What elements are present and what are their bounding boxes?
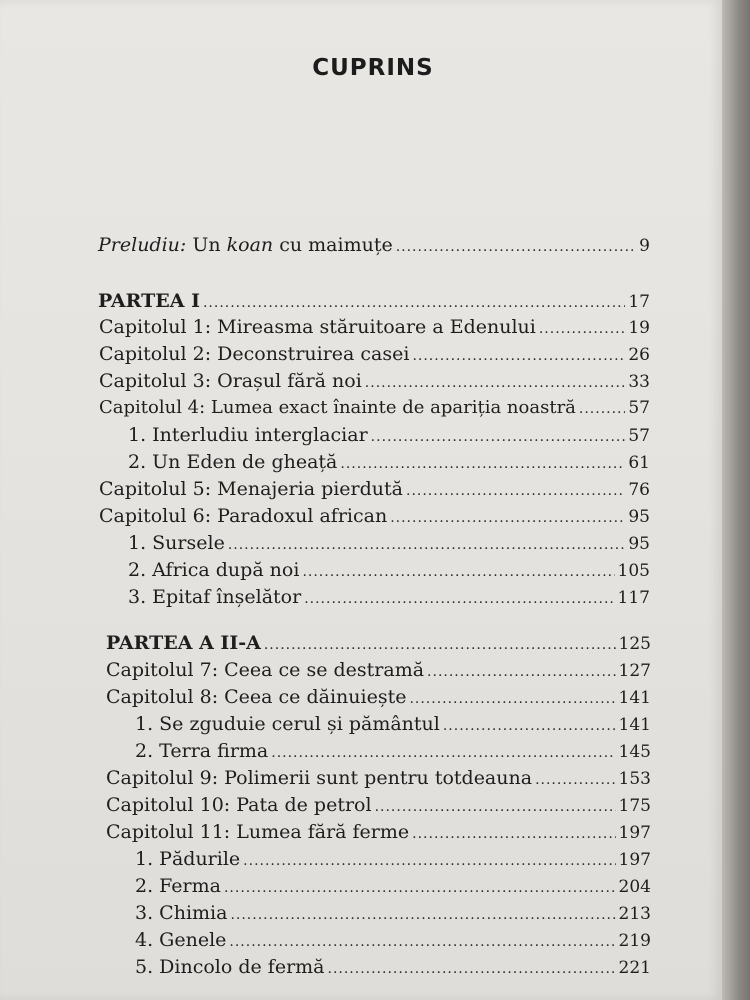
toc-entry-label: Capitolul 1: Mireasma stăruitoare a Edenului (99, 316, 536, 338)
toc-entry (106, 684, 651, 710)
leader-dots (203, 290, 625, 316)
toc-part-1 (98, 288, 650, 314)
page-number: 26 (628, 345, 650, 365)
toc-entry-label: 2. Terra firma (135, 740, 269, 762)
toc-entry-label: Capitolul 5: Menajeria pierdută (99, 478, 403, 500)
page-number: 61 (628, 453, 650, 473)
leader-dots (230, 902, 615, 928)
toc-entry-label: 5. Dincolo de fermă (135, 956, 325, 978)
leader-dots (243, 848, 615, 874)
toc-entry (106, 819, 651, 845)
toc-part-label: PARTEA A II-A (106, 632, 261, 654)
toc-entry-label: 3. Chimia (135, 902, 228, 924)
page-number: 219 (618, 931, 651, 951)
toc-entry-label: 2. Un Eden de gheață (128, 451, 338, 473)
page-number: 213 (618, 904, 651, 924)
toc-entry-label: 2. Africa după noi (128, 559, 300, 581)
toc-entry (99, 395, 650, 421)
toc-part-label: PARTEA I (98, 290, 200, 312)
leader-dots (443, 713, 616, 739)
page-number: 141 (618, 688, 651, 708)
page-number: 221 (618, 958, 651, 978)
page-number: 57 (628, 426, 650, 446)
leader-dots (304, 586, 614, 612)
toc-part-2 (106, 630, 651, 656)
leader-dots (371, 424, 626, 450)
page-number: 145 (618, 742, 651, 762)
toc-subentry (128, 584, 650, 610)
leader-dots (579, 396, 625, 422)
page-number: 117 (617, 588, 650, 608)
toc-entry-label: Capitolul 10: Pata de petrol (106, 794, 372, 816)
toc-subentry (135, 900, 651, 926)
leader-dots (390, 505, 625, 531)
leader-dots (224, 875, 616, 901)
page-number: 197 (618, 823, 651, 843)
toc-entry-label: 4. Genele (135, 929, 227, 951)
toc-subentry (128, 449, 650, 475)
toc-subentry (128, 422, 650, 448)
toc-entry (99, 341, 650, 367)
leader-dots (427, 659, 616, 685)
toc-entry-label: 1. Interludiu interglaciar (128, 424, 368, 446)
leader-dots (229, 929, 615, 955)
leader-dots (228, 532, 626, 558)
page-edge (722, 0, 750, 1000)
toc-subentry (135, 711, 651, 737)
page-number: 175 (618, 796, 651, 816)
toc-entry-label: 1. Sursele (128, 532, 225, 554)
toc-entry (106, 765, 651, 791)
toc-subentry (135, 738, 651, 764)
leader-dots (375, 794, 616, 820)
toc-entry-label: Capitolul 4: Lumea exact înainte de apariția noastră (99, 397, 576, 418)
toc-subentry (128, 557, 650, 583)
toc-entry-label: 3. Epitaf înșelător (128, 586, 302, 608)
leader-dots (340, 451, 625, 477)
leader-dots (264, 632, 616, 658)
page-number: 57 (628, 398, 650, 418)
toc-entry-label: 1. Se zguduie cerul și pământul (135, 713, 440, 735)
toc-entry-label: Capitolul 6: Paradoxul african (99, 505, 388, 527)
page-number: 9 (639, 236, 650, 256)
toc-subentry (135, 846, 651, 872)
leader-dots (271, 740, 615, 766)
toc-entry (99, 314, 650, 340)
toc-entry-label: Capitolul 11: Lumea fără ferme (106, 821, 410, 843)
toc-entry (99, 503, 650, 529)
toc-entry-label: Capitolul 2: Deconstruirea casei (99, 343, 410, 365)
toc-entry (99, 476, 650, 502)
leader-dots (412, 343, 625, 369)
page-number: 19 (628, 318, 650, 338)
toc-entry-label: Capitolul 3: Orașul fără noi (99, 370, 362, 392)
page-number: 76 (628, 480, 650, 500)
toc-entry (106, 657, 651, 683)
toc-entry-label: Capitolul 8: Ceea ce dăinuiește (106, 686, 407, 708)
leader-dots (409, 686, 615, 712)
page-number: 204 (618, 877, 651, 897)
toc-entry-preludiu (98, 232, 650, 258)
leader-dots (412, 821, 615, 847)
toc-entry (99, 368, 650, 394)
page-number: 125 (618, 634, 651, 654)
toc-subentry (135, 927, 651, 953)
toc-subentry (135, 954, 651, 980)
page-number: 95 (628, 507, 650, 527)
leader-dots (406, 478, 625, 504)
toc-entry (106, 792, 651, 818)
leader-dots (396, 234, 636, 260)
toc-entry-label: Capitolul 9: Polimerii sunt pentru totdeauna (106, 767, 533, 789)
page-number: 95 (628, 534, 650, 554)
leader-dots (328, 956, 616, 982)
toc-entry-label: Preludiu: Un koan cu maimuțe (98, 234, 393, 256)
page-number: 141 (618, 715, 651, 735)
toc-subentry (128, 530, 650, 556)
page-number: 33 (628, 372, 650, 392)
toc-subentry (135, 873, 651, 899)
leader-dots (539, 316, 626, 342)
leader-dots (302, 559, 614, 585)
page-number: 153 (618, 769, 651, 789)
page-number: 17 (628, 292, 650, 312)
toc-entry-label: Capitolul 7: Ceea ce se destramă (106, 659, 425, 681)
toc-entry-label: 1. Pădurile (135, 848, 241, 870)
leader-dots (365, 370, 626, 396)
page-number: 127 (618, 661, 651, 681)
page-title: CUPRINS (312, 55, 434, 81)
page-number: 197 (618, 850, 651, 870)
toc-entry-label: 2. Ferma (135, 875, 221, 897)
leader-dots (535, 767, 615, 793)
page-number: 105 (617, 561, 650, 581)
